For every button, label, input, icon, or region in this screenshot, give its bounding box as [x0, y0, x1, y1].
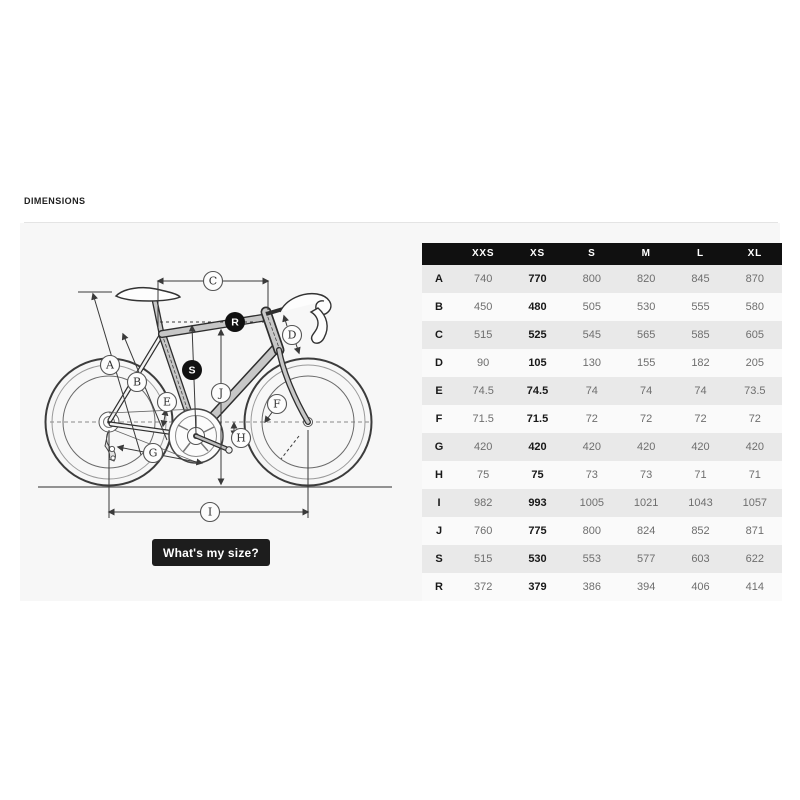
- dim-label-d: [283, 326, 302, 345]
- bike-diagram-svg: [20, 250, 420, 580]
- value-cell: 74: [694, 385, 707, 397]
- dim-label-a: [101, 356, 120, 375]
- row-label-cell: E: [435, 385, 443, 397]
- value-cell: 603: [691, 553, 710, 565]
- value-cell: 420: [745, 441, 764, 453]
- value-cell: 852: [691, 525, 710, 537]
- value-cell: 420: [691, 441, 710, 453]
- value-cell: 553: [582, 553, 601, 565]
- value-cell: 406: [691, 581, 710, 593]
- table-row: [422, 265, 782, 293]
- value-cell: 605: [745, 329, 764, 341]
- table-row: [422, 377, 782, 405]
- section-title: DIMENSIONS: [24, 196, 86, 206]
- value-cell: 982: [473, 497, 493, 509]
- dim-label-h: [232, 429, 251, 448]
- header-corner-cell: [422, 243, 456, 265]
- value-cell: 72: [748, 413, 761, 425]
- row-label-cell: F: [435, 413, 443, 425]
- value-cell: 565: [636, 329, 656, 341]
- row-label-cell: G: [434, 441, 444, 453]
- row-label-cell: H: [435, 469, 443, 481]
- value-cell: 515: [473, 329, 493, 341]
- dim-label-s: [182, 360, 202, 380]
- table-row: [422, 573, 782, 601]
- value-cell: 205: [745, 357, 764, 369]
- value-cell: 1057: [742, 497, 768, 509]
- svg-text:G: G: [148, 446, 158, 460]
- size-column-header: L: [697, 248, 704, 259]
- value-cell: 480: [528, 301, 547, 313]
- dim-label-b: [128, 373, 147, 392]
- svg-text:S: S: [188, 364, 196, 377]
- row-label-cell: B: [435, 301, 443, 313]
- value-cell: 90: [477, 357, 490, 369]
- row-label-cell: A: [435, 273, 443, 285]
- table-row: [422, 321, 782, 349]
- table-row: [422, 293, 782, 321]
- svg-text:F: F: [273, 397, 281, 411]
- value-cell: 74: [640, 385, 653, 397]
- value-cell: 372: [473, 581, 493, 593]
- size-column-header: XXS: [471, 248, 495, 259]
- value-cell: 555: [691, 301, 710, 313]
- table-row: [422, 489, 782, 517]
- value-cell: 73: [640, 469, 653, 481]
- value-cell: 379: [528, 581, 547, 593]
- row-label-cell: I: [437, 497, 441, 509]
- value-cell: 845: [691, 273, 710, 285]
- value-cell: 1043: [688, 497, 713, 509]
- value-cell: 870: [745, 273, 764, 285]
- svg-text:H: H: [236, 431, 246, 445]
- table-row: [422, 349, 782, 377]
- value-cell: 800: [582, 525, 601, 537]
- value-cell: 73.5: [744, 385, 766, 397]
- value-cell: 182: [691, 357, 710, 369]
- value-cell: 74.5: [526, 385, 549, 397]
- value-cell: 450: [473, 301, 493, 313]
- value-cell: 72: [585, 413, 598, 425]
- value-cell: 525: [528, 329, 547, 341]
- value-cell: 740: [473, 273, 493, 285]
- table-body: [422, 265, 782, 601]
- value-cell: 1005: [579, 497, 605, 509]
- value-cell: 800: [582, 273, 601, 285]
- value-cell: 577: [636, 553, 656, 565]
- value-cell: 505: [582, 301, 601, 313]
- table-row: [422, 545, 782, 573]
- svg-text:J: J: [218, 386, 224, 400]
- svg-text:D: D: [287, 328, 297, 342]
- value-cell: 760: [473, 525, 493, 537]
- size-column-header: M: [641, 248, 651, 259]
- table-header-row: [422, 243, 782, 265]
- dim-label-f: [268, 395, 287, 414]
- value-cell: 420: [582, 441, 601, 453]
- row-label-cell: D: [435, 357, 443, 369]
- dim-label-c: [204, 272, 223, 291]
- value-cell: 71.5: [472, 413, 494, 425]
- geometry-table: [422, 243, 782, 601]
- dim-label-g: [144, 444, 163, 463]
- value-cell: 420: [528, 441, 547, 453]
- svg-text:B: B: [132, 375, 142, 389]
- table-row: [422, 517, 782, 545]
- value-cell: 530: [528, 553, 547, 565]
- value-cell: 530: [636, 301, 656, 313]
- dim-label-r: [225, 312, 245, 332]
- value-cell: 545: [582, 329, 601, 341]
- value-cell: 73: [585, 469, 598, 481]
- table-row: [422, 461, 782, 489]
- value-cell: 386: [582, 581, 601, 593]
- value-cell: 1021: [633, 497, 659, 509]
- value-cell: 130: [582, 357, 601, 369]
- dim-label-i: [201, 503, 220, 522]
- table-row: [422, 405, 782, 433]
- value-cell: 775: [528, 525, 547, 537]
- value-cell: 993: [528, 497, 547, 509]
- value-cell: 71: [748, 469, 761, 481]
- size-column-header: XL: [747, 248, 763, 259]
- value-cell: 74.5: [472, 385, 494, 397]
- value-cell: 420: [636, 441, 656, 453]
- dim-label-j: [212, 384, 231, 403]
- value-cell: 74: [585, 385, 598, 397]
- row-label-cell: S: [435, 553, 443, 565]
- whats-my-size-button[interactable]: What's my size?: [152, 539, 270, 566]
- value-cell: 71.5: [526, 413, 549, 425]
- value-cell: 770: [528, 273, 547, 285]
- dim-label-e: [158, 393, 177, 412]
- value-cell: 585: [691, 329, 710, 341]
- value-cell: 515: [473, 553, 493, 565]
- svg-text:C: C: [208, 274, 218, 288]
- svg-text:R: R: [231, 316, 239, 329]
- svg-text:E: E: [162, 395, 172, 409]
- row-label-cell: R: [435, 581, 443, 593]
- value-cell: 72: [640, 413, 653, 425]
- value-cell: 824: [636, 525, 656, 537]
- value-cell: 394: [636, 581, 656, 593]
- bike-geometry-diagram: [20, 250, 420, 580]
- value-cell: 71: [694, 469, 707, 481]
- value-cell: 72: [694, 413, 707, 425]
- svg-text:A: A: [106, 358, 114, 372]
- size-column-header: S: [588, 248, 596, 259]
- saddle: [116, 288, 180, 301]
- value-cell: 580: [745, 301, 764, 313]
- value-cell: 75: [531, 469, 544, 481]
- value-cell: 871: [745, 525, 764, 537]
- value-cell: 105: [528, 357, 547, 369]
- row-label-cell: C: [435, 329, 443, 341]
- value-cell: 420: [473, 441, 493, 453]
- size-column-header: XS: [530, 248, 545, 259]
- row-label-cell: J: [435, 525, 443, 537]
- value-cell: 622: [745, 553, 764, 565]
- value-cell: 75: [477, 469, 490, 481]
- value-cell: 820: [636, 273, 656, 285]
- svg-text:I: I: [207, 505, 213, 519]
- value-cell: 414: [745, 581, 764, 593]
- table-row: [422, 433, 782, 461]
- value-cell: 155: [636, 357, 656, 369]
